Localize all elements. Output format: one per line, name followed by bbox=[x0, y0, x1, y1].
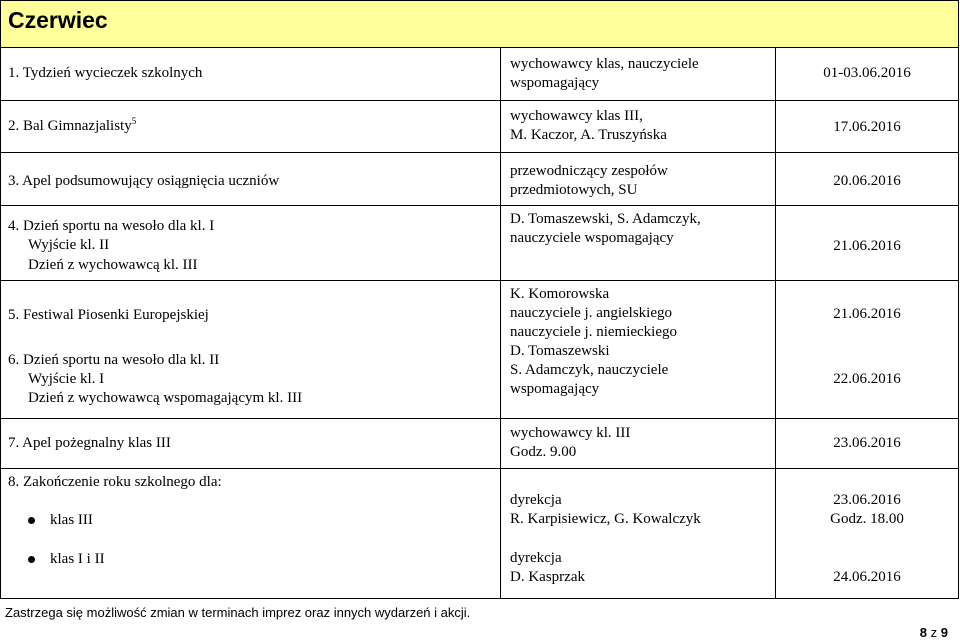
date-5: 21.06.2016 bbox=[833, 306, 901, 322]
bullet-icon bbox=[28, 517, 35, 524]
table-border-top bbox=[0, 0, 959, 1]
event-1: 1. Tydzień wycieczek szkolnych bbox=[8, 65, 203, 81]
event-6-line-3: Dzień z wychowawcą wspomagającym kl. III bbox=[28, 390, 303, 406]
event-8-item-1: klas III bbox=[50, 512, 93, 528]
responsible-2-line-2: M. Kaczor, A. Truszyńska bbox=[510, 127, 667, 143]
table-border-right bbox=[958, 0, 959, 599]
date-6: 22.06.2016 bbox=[833, 371, 901, 387]
event-5: 5. Festiwal Piosenki Europejskiej bbox=[8, 307, 209, 323]
responsible-5-line-2: nauczyciele j. angielskiego bbox=[510, 305, 673, 321]
event-4-line-3: Dzień z wychowawcą kl. III bbox=[28, 257, 198, 273]
row-divider bbox=[0, 280, 959, 281]
responsible-2-line-1: wychowawcy klas III, bbox=[510, 108, 643, 124]
date-4: 21.06.2016 bbox=[833, 238, 901, 254]
date-8a-line-2: Godz. 18.00 bbox=[830, 511, 904, 527]
responsible-8a-line-2: R. Karpisiewicz, G. Kowalczyk bbox=[510, 511, 701, 527]
responsible-1-line-2: wspomagający bbox=[510, 75, 600, 91]
responsible-3-line-1: przewodniczący zespołów bbox=[510, 163, 668, 179]
event-7: 7. Apel pożegnalny klas III bbox=[8, 435, 171, 451]
event-4-line-1: 4. Dzień sportu na wesoło dla kl. I bbox=[8, 218, 215, 234]
responsible-1-line-1: wychowawcy klas, nauczyciele bbox=[510, 56, 699, 72]
responsible-4-line-1: D. Tomaszewski, S. Adamczyk, bbox=[510, 211, 701, 227]
date-8b: 24.06.2016 bbox=[833, 569, 901, 585]
date-7: 23.06.2016 bbox=[833, 435, 901, 451]
responsible-5-line-1: K. Komorowska bbox=[510, 286, 610, 302]
month-header bbox=[1, 1, 958, 47]
row-divider bbox=[0, 418, 959, 419]
table-border-bottom bbox=[0, 598, 959, 599]
column-divider bbox=[500, 47, 501, 598]
responsible-8b-line-2: D. Kasprzak bbox=[510, 569, 585, 585]
date-3: 20.06.2016 bbox=[833, 173, 901, 189]
bullet-icon bbox=[28, 556, 35, 563]
page-number: 8 z 9 bbox=[919, 625, 948, 640]
month-title: Czerwiec bbox=[8, 7, 108, 33]
row-divider bbox=[0, 47, 959, 48]
table-border-left bbox=[0, 0, 1, 599]
responsible-7-line-1: wychowawcy kl. III bbox=[510, 425, 631, 441]
row-divider bbox=[0, 152, 959, 153]
row-divider bbox=[0, 205, 959, 206]
date-2: 17.06.2016 bbox=[833, 119, 901, 135]
responsible-5-line-3: nauczyciele j. niemieckiego bbox=[510, 324, 677, 340]
date-8a-line-1: 23.06.2016 bbox=[833, 492, 901, 508]
footer-note: Zastrzega się możliwość zmian w terminach imprez oraz innych wydarzeń i akcji. bbox=[5, 605, 471, 620]
date-1: 01-03.06.2016 bbox=[823, 65, 911, 81]
event-8: 8. Zakończenie roku szkolnego dla: bbox=[8, 474, 222, 490]
footnote-marker: 5 bbox=[131, 116, 137, 126]
responsible-8b-line-1: dyrekcja bbox=[510, 550, 562, 566]
event-6-line-2: Wyjście kl. I bbox=[28, 371, 105, 387]
responsible-6-line-1: D. Tomaszewski bbox=[510, 343, 610, 359]
event-4-line-2: Wyjście kl. II bbox=[28, 237, 110, 253]
responsible-8a-line-1: dyrekcja bbox=[510, 492, 562, 508]
event-2: 2. Bal Gimnazjalisty$^5$ bbox=[8, 116, 137, 134]
row-divider bbox=[0, 468, 959, 469]
event-3: 3. Apel podsumowujący osiągnięcia uczniów bbox=[8, 173, 280, 189]
responsible-3-line-2: przedmiotowych, SU bbox=[510, 182, 638, 198]
responsible-4-line-2: nauczyciele wspomagający bbox=[510, 230, 674, 246]
responsible-6-line-3: wspomagający bbox=[510, 381, 600, 397]
responsible-7-line-2: Godz. 9.00 bbox=[510, 444, 577, 460]
event-8-item-2: klas I i II bbox=[50, 551, 105, 567]
event-6-line-1: 6. Dzień sportu na wesoło dla kl. II bbox=[8, 352, 220, 368]
responsible-6-line-2: S. Adamczyk, nauczyciele bbox=[510, 362, 669, 378]
row-divider bbox=[0, 100, 959, 101]
